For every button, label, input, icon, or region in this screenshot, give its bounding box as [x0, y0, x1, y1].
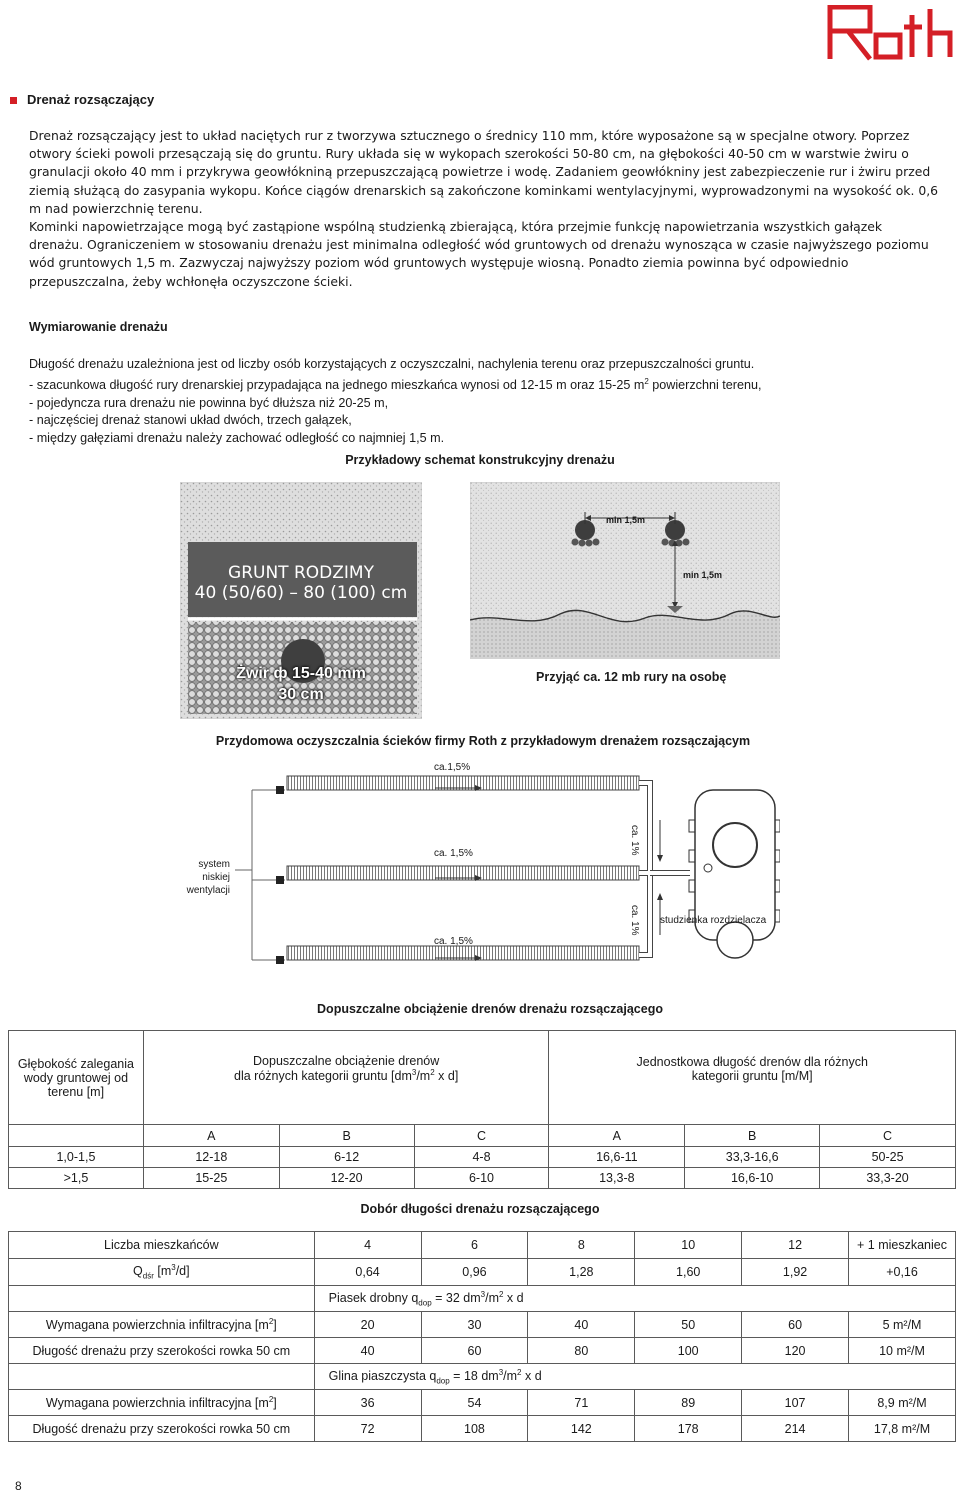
slope-bottom-label: ca. 1,5% [434, 936, 473, 947]
table-cell: 6 [421, 1232, 528, 1259]
table-cell: 108 [421, 1416, 528, 1442]
table-cell: 71 [528, 1390, 635, 1416]
site-profile-diagram [470, 482, 780, 659]
table-cell: 89 [635, 1390, 742, 1416]
table-cell: 142 [528, 1416, 635, 1442]
drainage-plan-diagram [230, 760, 780, 975]
table-cell: 40 [528, 1312, 635, 1338]
length-label: Długość drenażu przy szerokości rowka 50 cm [9, 1416, 315, 1442]
table-cell: 8,9 m²/M [849, 1390, 956, 1416]
table-cell: 12 [742, 1232, 849, 1259]
residents-label: Liczba mieszkańców [9, 1232, 315, 1259]
sizing-item-1: - szacunkowa długość rury drenarskiej przypadająca na jednego mieszkańca wynosi od 12-15 m oraz 15-25 $m^2$ powierzchni terenu, [29, 377, 762, 393]
sand-subheader: Piasek drobny $q_{dop} = 32$ $dm^3/m^2$ x d [314, 1286, 955, 1312]
min-distance-label-1: min 1,5m [606, 515, 646, 525]
table-cell: 60 [742, 1312, 849, 1338]
category-cell: C [820, 1125, 956, 1147]
table-cell: 13,3-8 [549, 1168, 685, 1189]
sizing-heading: Wymiarowanie drenażu [29, 320, 168, 334]
table-cell: 60 [421, 1338, 528, 1364]
load-table [8, 1030, 956, 1189]
table-cell: >1,5 [9, 1168, 144, 1189]
header-depth: Głębokość zalegania wody gruntowej od terenu [m] [9, 1031, 144, 1125]
table-cell: 16,6-10 [685, 1168, 820, 1189]
schema-caption: Przykładowy schemat konstrukcyjny drenażu [345, 453, 615, 467]
intro-paragraph-1: Drenaż rozsączający jest to układ naciętych rur z tworzywa sztucznego o średnicy 110 mm, które wyposażone są w specjalne otwory. Poprzez otwory ścieki powoli przesączają się do gruntu. Rury układa się w wykopach szerokości 50-80 cm, na głębokości 40-50 cm w warstwie żwiru o granulacji około 40 mm i przykrywa geowłókniną przepuszczającą powietrze i wodę. Zadaniem geowłókniny jest zabezpieczenie rur i żwiru przed ziemią służącą do zasypania wykopu. Końce ciągów drenarskich są zakończone kominkami wentylacyjnymi, wyprowadzonymi na wysokość ok. 0,6 m nad powierzchnię terenu. [29, 128, 939, 216]
vent-system-label: system niskiej wentylacji [186, 859, 230, 896]
table-cell: 12-20 [279, 1168, 414, 1189]
soil-label-2: 40 (50/60) – 80 (100) cm [194, 583, 408, 603]
table-cell: 178 [635, 1416, 742, 1442]
soil-label-1: GRUNT RODZIMY [228, 563, 374, 583]
gravel-label-1: Żwir ф 15-40 mm [236, 665, 366, 682]
bullet-square-icon [10, 97, 17, 104]
category-cell: C [414, 1125, 549, 1147]
slope-top-label: ca.1,5% [434, 762, 471, 773]
table-row [9, 1286, 956, 1312]
table-row [9, 1147, 956, 1168]
section-title: Drenaż rozsączający [27, 92, 155, 107]
clay-subheader: Glina piaszczysta $q_{dop} = 18$ $dm^3/m^2$ x d [314, 1364, 955, 1390]
roth-logo [826, 5, 958, 61]
table-cell: 30 [421, 1312, 528, 1338]
table-row [9, 1390, 956, 1416]
distribution-chamber-label: studzienka rozdzielacza [660, 915, 767, 926]
length-table-caption: Dobór długości drenażu rozsączającego [360, 1202, 600, 1216]
table-cell: 1,60 [635, 1259, 742, 1286]
plan-caption: Przydomowa oczyszczalnia ścieków firmy Roth z przykładowym drenażem rozsączającym [215, 734, 751, 748]
empty-cell [9, 1125, 144, 1147]
table-cell: 4-8 [414, 1147, 549, 1168]
table-cell [9, 1286, 315, 1312]
category-cell: B [279, 1125, 414, 1147]
table-row [9, 1364, 956, 1390]
slope-vertical-label-1: ca. 1% [629, 825, 640, 856]
category-cell: A [143, 1125, 279, 1147]
slope-vertical-label-2: ca. 1% [629, 905, 640, 936]
table-cell: 6-10 [414, 1168, 549, 1189]
length-label: Długość drenażu przy szerokości rowka 50 cm [9, 1338, 315, 1364]
table-cell: 1,0-1,5 [9, 1147, 144, 1168]
table-cell: + 1 mieszkaniec [849, 1232, 956, 1259]
table-cell: +0,16 [849, 1259, 956, 1286]
table-cell: 0,96 [421, 1259, 528, 1286]
table-cell: 100 [635, 1338, 742, 1364]
treatment-tank-icon [689, 790, 780, 958]
area-label: Wymagana powierzchnia infiltracyjna $[m^2]$ [9, 1390, 315, 1416]
table-row [9, 1232, 956, 1259]
page-number: 8 [15, 1479, 22, 1493]
category-cell: B [685, 1125, 820, 1147]
length-table [8, 1231, 956, 1442]
sizing-item-3: - najczęściej drenaż stanowi układ dwóch, trzech gałązek, [29, 413, 352, 428]
table-cell: 72 [314, 1416, 421, 1442]
table-row [9, 1259, 956, 1286]
table-cell: 0,64 [314, 1259, 421, 1286]
area-label: Wymagana powierzchnia infiltracyjna $[m^2]$ [9, 1312, 315, 1338]
table-cell: 33,3-20 [820, 1168, 956, 1189]
table-row [9, 1338, 956, 1364]
section-heading [10, 92, 154, 107]
table-cell: 12-18 [143, 1147, 279, 1168]
rate-label: Przyjąć ca. 12 mb rury na osobę [536, 670, 727, 684]
table-cell: 40 [314, 1338, 421, 1364]
table-cell: 50-25 [820, 1147, 956, 1168]
table-row [9, 1168, 956, 1189]
table-cell: 5 m²/M [849, 1312, 956, 1338]
intro-paragraph-2: Kominki napowietrzające mogą być zastąpione wspólną studzienką zbierającą, która przejmie funkcję napowietrzania wszystkich gałązek drenażu. Ograniczeniem w stosowaniu drenażu jest minimalna odległość wód gruntowych od drenażu wynosząca w czasie najwyższego poziomu wód gruntowych 1,5 m. Zazwyczaj najwyższy poziom wód gruntowych występuje wiosną. Ponadto ziemia powinna być odpowiednio przepuszczalna, żeby wchłonęła oczyszczone ścieki. [29, 219, 929, 289]
table-cell: 4 [314, 1232, 421, 1259]
table-cell: 10 [635, 1232, 742, 1259]
table-cell: 120 [742, 1338, 849, 1364]
table-cell: 6-12 [279, 1147, 414, 1168]
load-table-caption: Dopuszczalne obciążenie drenów drenażu rozsączającego [317, 1002, 663, 1016]
header-load: Dopuszczalne obciążenie drenów dla różnych kategorii gruntu [$dm^3/m^2$ x d] [143, 1031, 549, 1125]
table-cell: 214 [742, 1416, 849, 1442]
sizing-item-2: - pojedyncza rura drenażu nie powinna być dłuższa niż 20-25 m, [29, 396, 389, 410]
table-row [9, 1416, 956, 1442]
table-cell: 16,6-11 [549, 1147, 685, 1168]
table-cell: 1,28 [528, 1259, 635, 1286]
table-cell: 50 [635, 1312, 742, 1338]
table-cell: 33,3-16,6 [685, 1147, 820, 1168]
table-cell: 80 [528, 1338, 635, 1364]
intro-text [29, 127, 939, 291]
category-cell: A [549, 1125, 685, 1147]
min-distance-label-2: min 1,5m [683, 570, 723, 580]
table-cell: 1,92 [742, 1259, 849, 1286]
sizing-lead: Długość drenażu uzależniona jest od liczby osób korzystających z oczyszczalni, nachylenia terenu oraz przepuszczalności gruntu. [29, 357, 755, 371]
table-cell: 17,8 m²/M [849, 1416, 956, 1442]
header-unit-length: Jednostkowa długość drenów dla różnych kategorii gruntu [m/M] [549, 1031, 956, 1125]
table-cell: 20 [314, 1312, 421, 1338]
sizing-list [29, 356, 939, 447]
table-cell: 10 m²/M [849, 1338, 956, 1364]
table-cell [9, 1364, 315, 1390]
table-row [9, 1312, 956, 1338]
slope-middle-label: ca. 1,5% [434, 848, 473, 859]
table-cell: 15-25 [143, 1168, 279, 1189]
table-cell: 36 [314, 1390, 421, 1416]
sizing-item-4: - między gałęziami drenażu należy zachować odległość co najmniej 1,5 m. [29, 430, 445, 445]
gravel-label-2: 30 cm [278, 686, 324, 703]
flow-label: $Q_{dśr}$ $[m^3/d]$ [9, 1259, 315, 1286]
table-cell: 107 [742, 1390, 849, 1416]
table-cell: 54 [421, 1390, 528, 1416]
table-cell: 8 [528, 1232, 635, 1259]
